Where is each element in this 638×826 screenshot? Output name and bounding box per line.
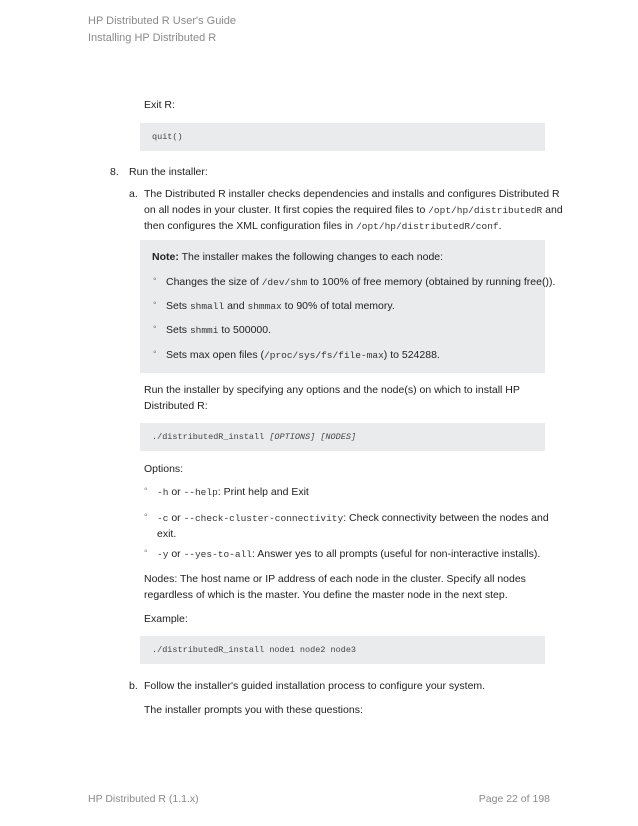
note-item-3: Sets shmmi to 500000. (166, 324, 271, 336)
option-bullet-3: ◦ (144, 546, 148, 557)
options-label: Options: (144, 463, 184, 475)
note-item-1: Changes the size of /dev/shm to 100% of free memory (obtained by running free()). (166, 276, 556, 288)
step-a-letter: a. (129, 188, 138, 200)
run-line1: Run the installer by specifying any options and the node(s) on which to install HP (144, 384, 520, 396)
step-8-text: Run the installer: (129, 166, 208, 178)
note-heading: Note: The installer makes the following changes to each node: (152, 251, 444, 263)
exit-r-label: Exit R: (144, 99, 175, 111)
example-label: Example: (144, 613, 188, 625)
nodes-line2: regardless of which is the master. You define the master node in the next step. (144, 589, 508, 601)
footer-page-number: Page 22 of 198 (478, 793, 550, 805)
note-bullet-4: ◦ (153, 347, 157, 358)
note-item-2: Sets shmall and shmmax to 90% of total memory. (166, 300, 395, 312)
option-yes: -y or --yes-to-all: Answer yes to all prompts (useful for non-interactive installs). (157, 548, 541, 560)
footer-product: HP Distributed R (1.1.x) (88, 793, 199, 805)
note-item-4: Sets max open files (/proc/sys/fs/file-max) to 524288. (166, 349, 440, 361)
code-example: ./distributedR_install node1 node2 node3 (152, 645, 357, 655)
code-block-install (140, 423, 545, 451)
option-bullet-1: ◦ (144, 484, 148, 495)
note-bullet-2: ◦ (153, 298, 157, 309)
code-install: ./distributedR_install [OPTIONS] [NODES] (152, 432, 357, 442)
step-b-follow: The installer prompts you with these questions: (144, 704, 363, 716)
step-a-line2: on all nodes in your cluster. It first copies the required files to /opt/hp/distributedR and (144, 204, 563, 216)
nodes-line1: Nodes: The host name or IP address of each node in the cluster. Specify all nodes (144, 573, 526, 585)
code-exit: quit() (152, 132, 183, 142)
note-bullet-1: ◦ (153, 274, 157, 285)
step-b-letter: b. (129, 680, 138, 692)
code-block-example (140, 636, 545, 664)
note-bullet-3: ◦ (153, 322, 157, 333)
option-help: -h or --help: Print help and Exit (157, 486, 309, 498)
option-bullet-2: ◦ (144, 510, 148, 521)
step-8-number: 8. (110, 166, 119, 178)
step-a-line3: then configures the XML configuration files in /opt/hp/distributedR/conf. (144, 220, 502, 232)
header-section: Installing HP Distributed R (88, 32, 217, 44)
step-b-text: Follow the installer's guided installation process to configure your system. (144, 680, 486, 692)
run-line2: Distributed R: (144, 400, 208, 412)
option-check-line2: exit. (157, 528, 177, 540)
option-check: -c or --check-cluster-connectivity: Check connectivity between the nodes and (157, 512, 549, 524)
header-title: HP Distributed R User's Guide (88, 15, 237, 27)
step-a-line1: The Distributed R installer checks dependencies and installs and configures Distributed R (144, 188, 560, 200)
code-block-exit (140, 123, 545, 151)
